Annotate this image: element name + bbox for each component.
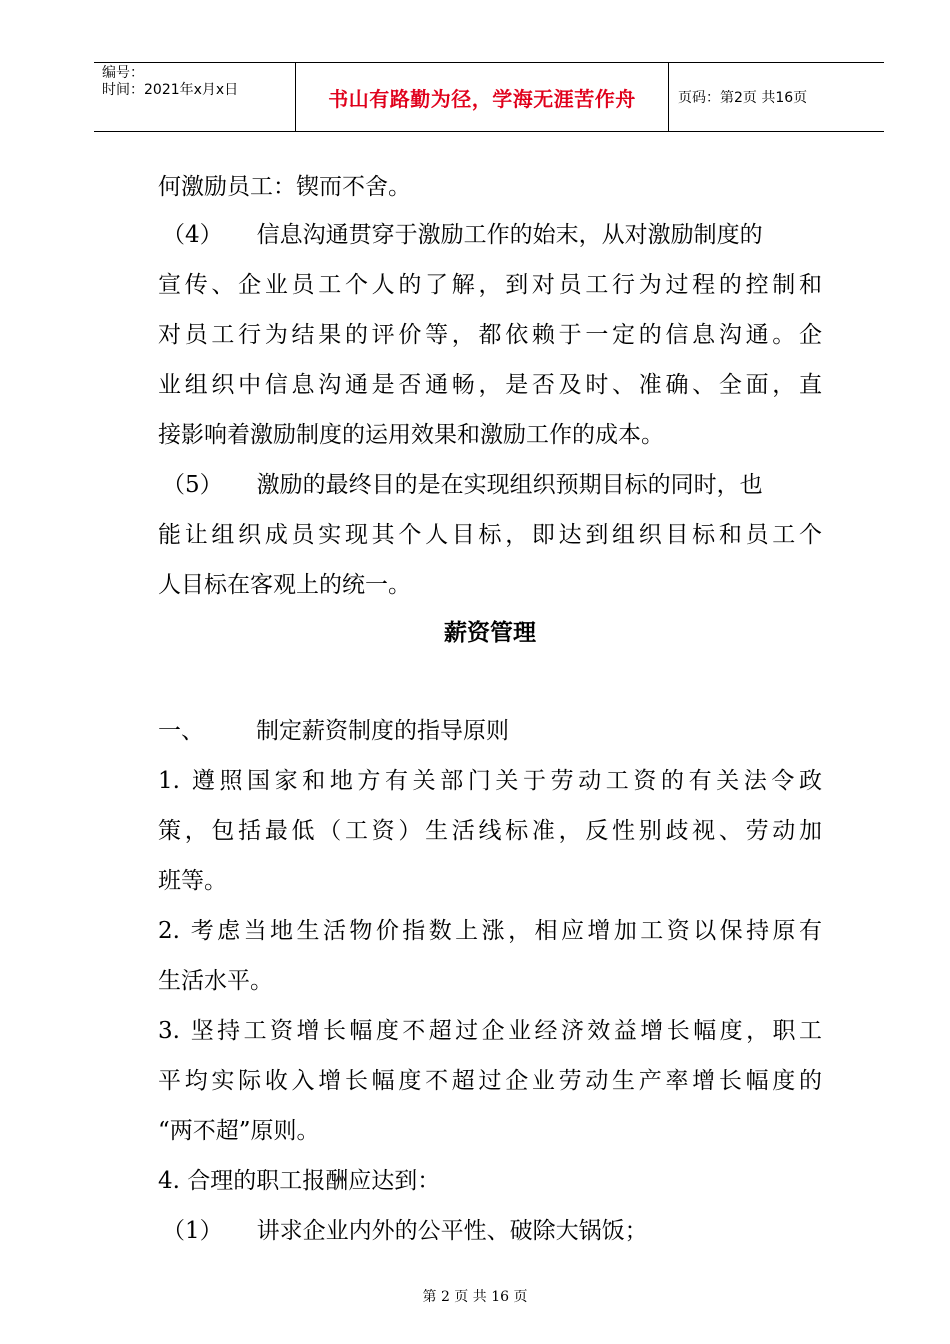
section-heading (158, 716, 509, 746)
paragraph-line: 策，包括最低（工资）生活线标准，反性别歧视、劳动加 (158, 818, 822, 844)
time-label: 时间：2021年x月x日 (102, 82, 239, 98)
paragraph-line: 1. 遵照国家和地方有关部门关于劳动工资的有关法令政 (158, 768, 822, 794)
page-footer: 第 2 页 共 16 页 (422, 1289, 528, 1305)
list-item-4 (162, 220, 763, 250)
paragraph-line: 3. 坚持工资增长幅度不超过企业经济效益增长幅度，职工 (158, 1018, 822, 1044)
paragraph-line: 人目标在客观上的统一。 (158, 572, 411, 598)
item-number: （5） (162, 472, 223, 498)
paragraph-line: 2. 考虑当地生活物价指数上涨，相应增加工资以保持原有 (158, 918, 822, 944)
item-number: （4） (162, 222, 223, 248)
list-item-5 (162, 470, 763, 500)
paragraph-line: 接影响着激励制度的运用效果和激励工作的成本。 (158, 422, 664, 448)
item-text: 信息沟通贯穿于激励工作的始末，从对激励制度的 (256, 222, 763, 248)
header-page-info (678, 63, 807, 131)
paragraph-line: 业组织中信息沟通是否通畅，是否及时、准确、全面，直 (158, 372, 822, 398)
section-title: 薪资管理 (444, 620, 536, 646)
heading-number: 一、 (158, 718, 204, 744)
item-text: 激励的最终目的是在实现组织预期目标的同时，也 (256, 472, 763, 498)
list-item-4-1 (162, 1216, 648, 1246)
page-label: 页码：第2页 共16页 (678, 90, 808, 106)
header-divider-right (668, 63, 669, 131)
item-text: 讲求企业内外的公平性、破除大锅饭； (256, 1218, 648, 1244)
paragraph-line: 能让组织成员实现其个人目标，即达到组织目标和员工个 (158, 522, 822, 548)
paragraph-line: 班等。 (158, 868, 227, 894)
paragraph-line: 宣传、企业员工个人的了解，到对员工行为过程的控制和 (158, 272, 822, 298)
paragraph-line: “两不超”原则。 (158, 1118, 320, 1144)
paragraph-line: 对员工行为结果的评价等，都依赖于一定的信息沟通。企 (158, 322, 822, 348)
serial-label: 编号： (102, 65, 144, 81)
header-meta (102, 65, 238, 99)
heading-text: 制定薪资制度的指导原则 (256, 718, 509, 744)
page-header (94, 62, 884, 132)
paragraph-line: 何激励员工：锲而不舍。 (158, 174, 411, 200)
header-motto: 书山有路勤为径，学海无涯苦作舟 (328, 86, 636, 111)
paragraph-line: 平均实际收入增长幅度不超过企业劳动生产率增长幅度的 (158, 1068, 822, 1094)
paragraph-line: 4. 合理的职工报酬应达到： (158, 1168, 441, 1194)
item-number: （1） (162, 1218, 223, 1244)
paragraph-line: 生活水平。 (158, 968, 273, 994)
